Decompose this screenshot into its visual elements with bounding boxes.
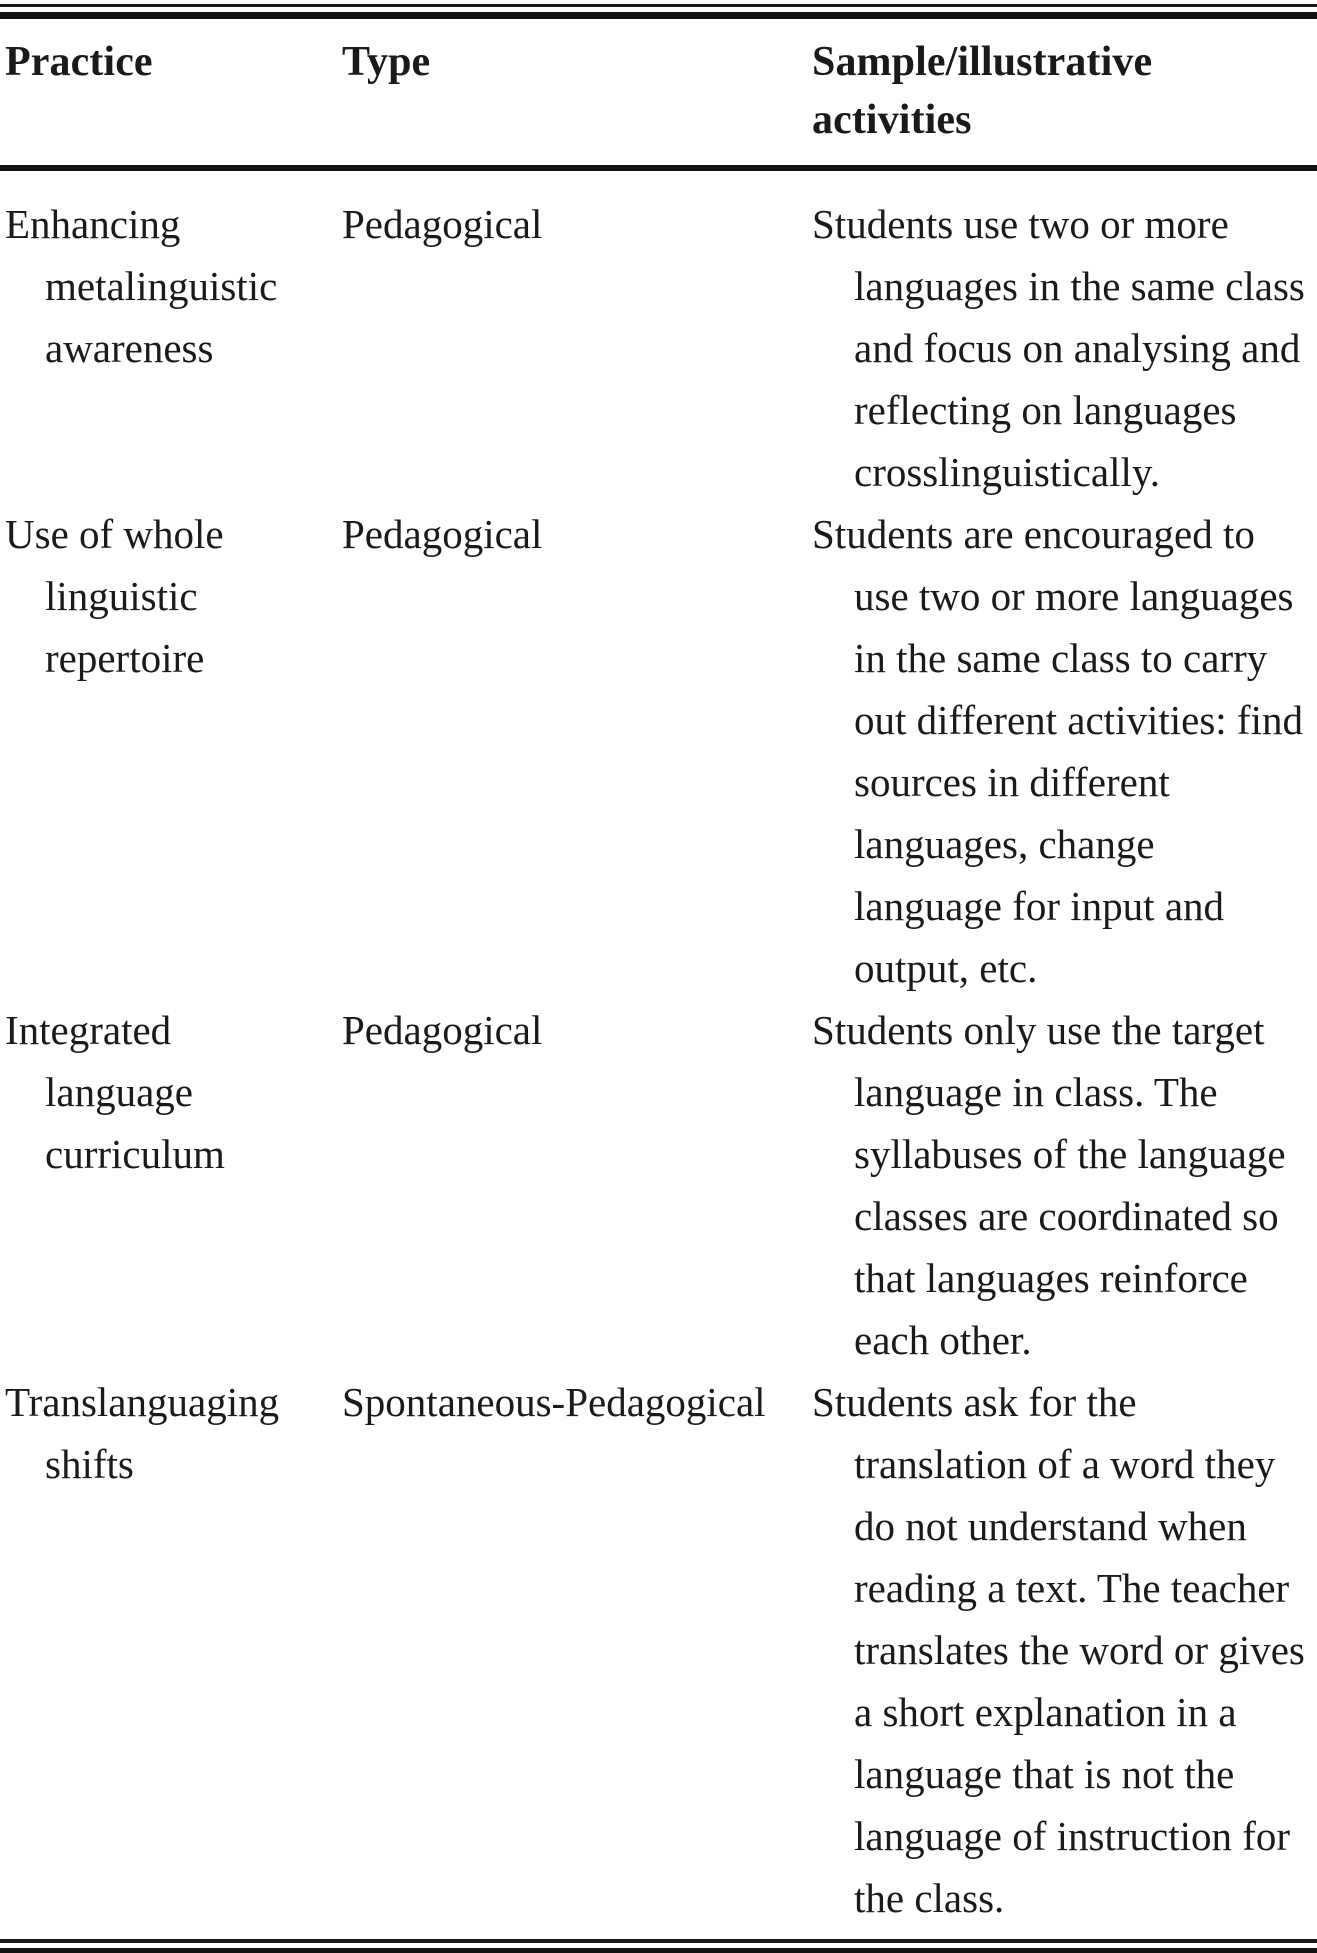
academic-table-container: [0, 4, 1317, 1953]
cell-type: Pedagogical: [342, 511, 543, 557]
cell-practice: Enhancing metalinguistic awareness: [5, 201, 278, 371]
cell-activities: Students only use the target language in class. The syllabuses of the language classes are coordinated so that languages reinforce each other.: [812, 1007, 1286, 1363]
table-bottom-spacer: [0, 1929, 1317, 1939]
column-header-activities: Sample/illustrative activities: [812, 39, 1153, 143]
practices-table: [0, 19, 1317, 165]
cell-type: Spontaneous-Pedagogical: [342, 1379, 766, 1425]
cell-activities: Students use two or more languages in the same class and focus on analysing and reflecting on languages crosslinguistically.: [812, 201, 1305, 495]
cell-practice: Translanguaging shifts: [5, 1379, 280, 1487]
table-row: [0, 1371, 1317, 1929]
table-row: [0, 503, 1317, 999]
table-bottom-rule-thick: [0, 1948, 1317, 1953]
table-row: [0, 171, 1317, 503]
table-bottom-rule-thin: [0, 1939, 1317, 1943]
table-row: [0, 999, 1317, 1371]
cell-type: Pedagogical: [342, 201, 543, 247]
cell-practice: Use of whole linguistic repertoire: [5, 511, 224, 681]
table-header-row: [0, 19, 1317, 165]
practices-table-body: [0, 171, 1317, 1929]
table-top-rule-thin: [0, 4, 1317, 7]
cell-type: Pedagogical: [342, 1007, 543, 1053]
cell-activities: Students are encouraged to use two or more languages in the same class to carry out different activities: find sources in different languages, change language for input and output, etc.: [812, 511, 1303, 991]
cell-activities: Students ask for the translation of a word they do not understand when reading a text. The teacher translates the word or gives a short explanation in a language that is not the language of instruction for the class.: [812, 1379, 1305, 1921]
column-header-practice: Practice: [5, 39, 153, 85]
cell-practice: Integrated language curriculum: [5, 1007, 225, 1177]
column-header-type: Type: [342, 39, 431, 85]
table-top-rule-thick: [0, 12, 1317, 19]
